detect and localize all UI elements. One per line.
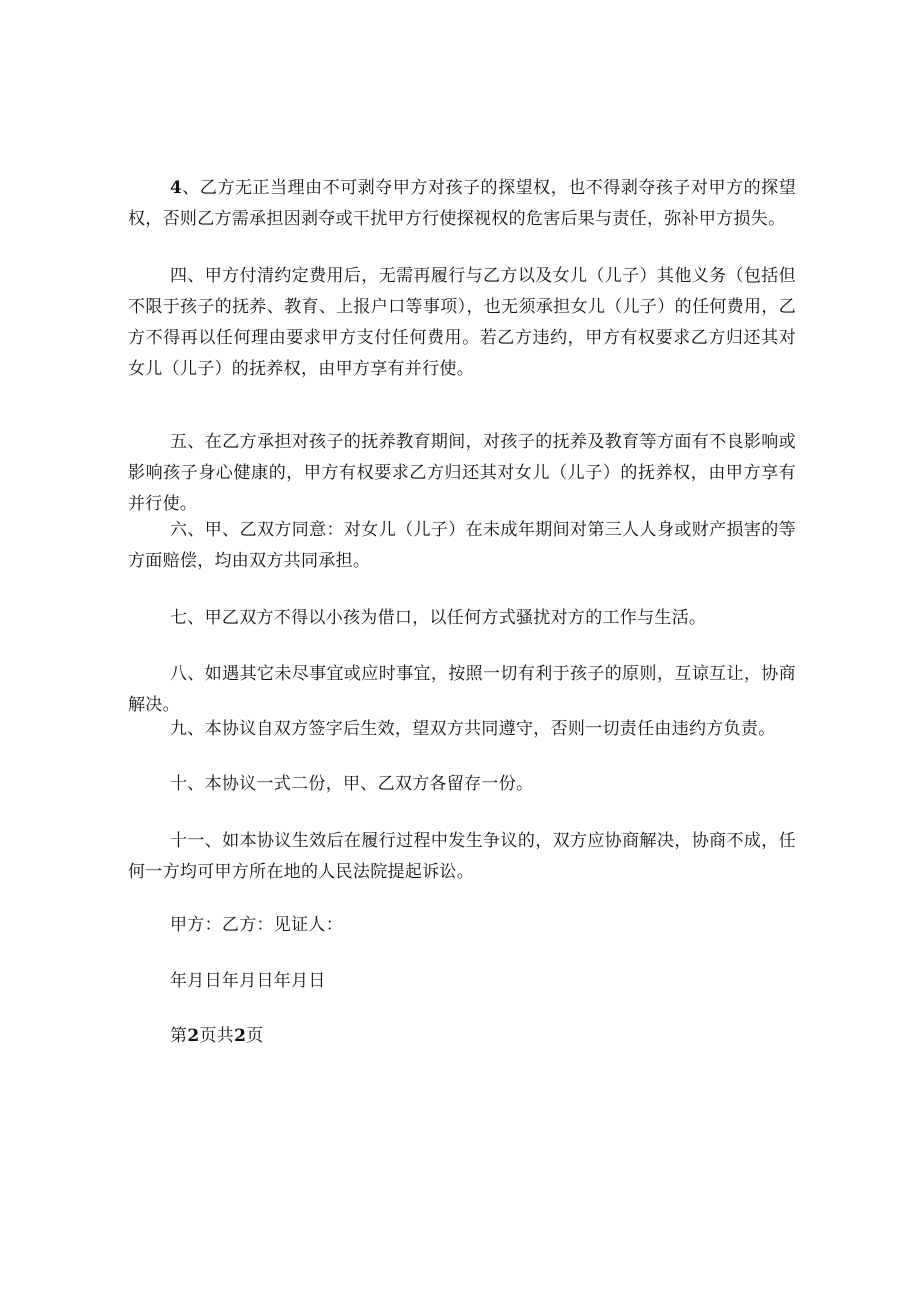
- date-line: 年月日年月日年月日: [170, 971, 326, 991]
- clause-4-paragraph: [128, 173, 796, 235]
- clause-eleven-paragraph: 十一、如本协议生效后在履行过程中发生争议的，双方应协商解决，协商不成，任何一方均可甲方所在地的人民法院提起诉讼。: [128, 831, 796, 882]
- page-footer-prefix: 第: [170, 1026, 188, 1046]
- page-total-number: 2: [234, 1026, 247, 1046]
- page-footer-suffix: 页: [246, 1026, 264, 1046]
- clause-seven-paragraph: 七、甲乙双方不得以小孩为借口，以任何方式骚扰对方的工作与生活。: [170, 608, 707, 628]
- clause-ten-paragraph: 十、本协议一式二份，甲、乙双方各留存一份。: [170, 774, 534, 794]
- page-current-number: 2: [187, 1026, 200, 1046]
- clause-five-paragraph: 五、在乙方承担对孩子的抚养教育期间，对孩子的抚养及教育等方面有不良影响或影响孩子身心健康的，甲方有权要求乙方归还其对女儿（儿子）的抚养权，由甲方享有并行使。: [128, 432, 796, 514]
- clause-eight-paragraph: 八、如遇其它未尽事宜或应时事宜，按照一切有利于孩子的原则，互谅互让，协商解决。: [128, 664, 796, 715]
- signature-line: 甲方：乙方：见证人：: [170, 915, 343, 935]
- clause-text: 、乙方无正当理由不可剥夺甲方对孩子的探望权，也不得剥夺孩子对甲方的探望权，否则乙方需承担因剥夺或干扰甲方行使探视权的危害后果与责任，弥补甲方损失。: [128, 178, 796, 229]
- page-footer-middle: 页共: [199, 1026, 235, 1046]
- clause-four-paragraph: 四、甲方付清约定费用后，无需再履行与乙方以及女儿（儿子）其他义务（包括但不限于孩子的抚养、教育、上报户口等事项），也无须承担女儿（儿子）的任何费用，乙方不得再以任何理由要求甲方支付任何费用。若乙方违约，甲方有权要求乙方归还其对女儿（儿子）的抚养权，由甲方享有并行使。: [128, 266, 796, 379]
- clause-number: 4: [170, 178, 183, 198]
- clause-six-paragraph: 六、甲、乙双方同意：对女儿（儿子）在未成年期间对第三人人身或财产损害的等方面赔偿，均由双方共同承担。: [128, 520, 796, 571]
- page-footer: [128, 1021, 796, 1052]
- clause-nine-paragraph: 九、本协议自双方签字后生效，望双方共同遵守，否则一切责任由违约方负责。: [170, 719, 776, 739]
